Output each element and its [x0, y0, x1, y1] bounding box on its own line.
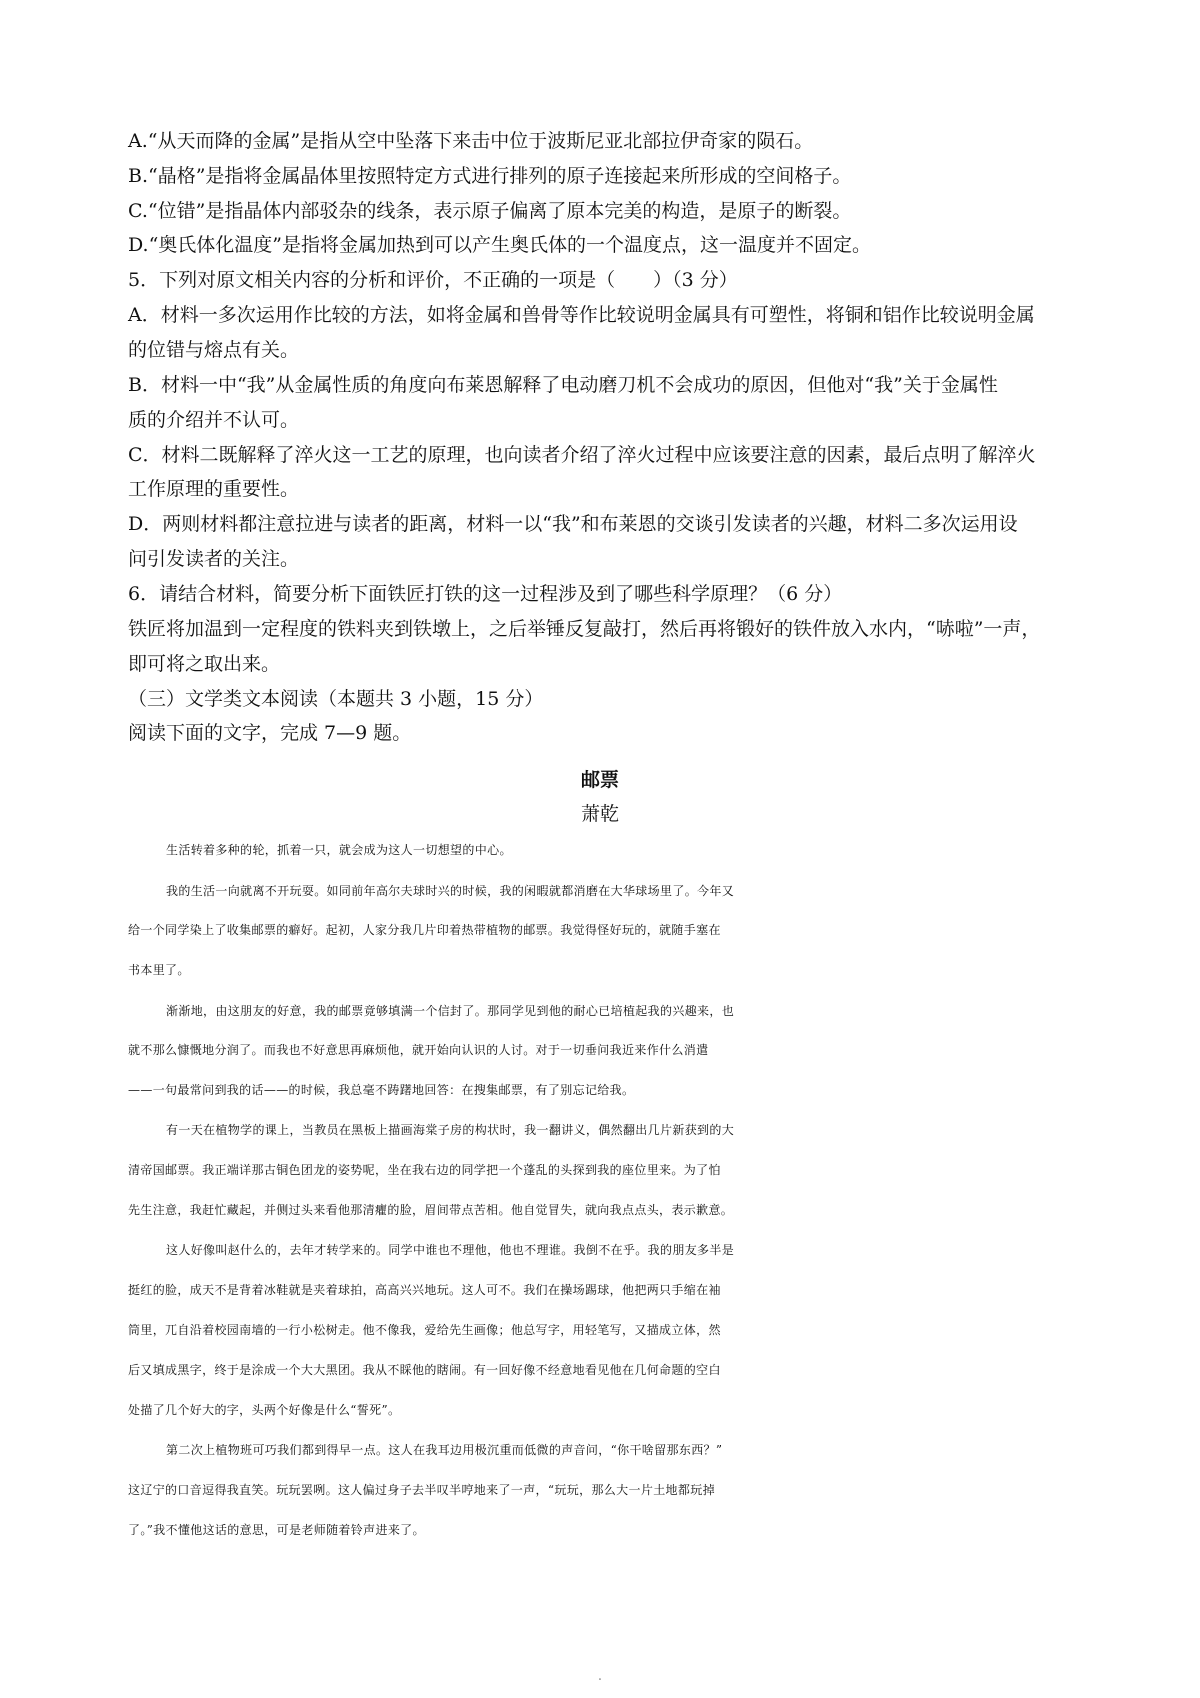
q4-option-d: D.“奥氏体化温度”是指将金属加热到可以产生奥氏体的一个温度点，这一温度并不固定。	[128, 234, 872, 256]
q6-stem: 6．请结合材料，简要分析下面铁匠打铁的这一过程涉及到了哪些科学原理？（6 分）	[128, 583, 843, 605]
footer-mark: ·	[597, 1672, 603, 1688]
story-line: 处描了几个好大的字，头两个好像是什么“誓死”。	[128, 1403, 401, 1417]
q5-line: B．材料一中“我”从金属性质的角度向布莱恩解释了电动磨刀机不会成功的原因，但他对“我”关于金属性	[128, 374, 998, 396]
story-line: 第二次上植物班可巧我们都到得早一点。这人在我耳边用极沉重而低微的声音问，“你干啥留那东西？”	[166, 1443, 723, 1457]
q5-line: A．材料一多次运用作比较的方法，如将金属和兽骨等作比较说明金属具有可塑性，将铜和铝作比较说明金属	[128, 304, 1035, 326]
story-line: ——一句最常问到我的话——的时候，我总毫不踌躇地回答：在搜集邮票，有了别忘记给我。	[128, 1083, 635, 1097]
q5-stem: 5．下列对原文相关内容的分析和评价，不正确的一项是（ ）（3 分）	[128, 269, 738, 291]
q5-line: 问引发读者的关注。	[128, 548, 300, 570]
story-author: 萧乾	[580, 803, 619, 825]
section-instruction: 阅读下面的文字，完成 7—9 题。	[128, 722, 412, 744]
q5-line: D．两则材料都注意拉进与读者的距离，材料一以“我”和布莱恩的交谈引发读者的兴趣，材料二多次运用设	[128, 513, 1018, 535]
story-line: 就不那么慷慨地分润了。而我也不好意思再麻烦他，就开始向认识的人讨。对于一切垂问我近来作什么消遣	[128, 1043, 709, 1057]
story-line: 我的生活一向就离不开玩耍。如同前年高尔夫球时兴的时候，我的闲暇就都消磨在大华球场里了。今年又	[166, 884, 735, 898]
story-line: 书本里了。	[128, 963, 190, 977]
story-line: 有一天在植物学的课上，当教员在黑板上描画海棠子房的构状时，我一翻讲义，偶然翻出几片新获到的大	[166, 1123, 735, 1137]
story-line: 先生注意，我赶忙藏起，并侧过头来看他那清癯的脸，眉间带点苦相。他自觉冒失，就向我点点头，表示歉意。	[128, 1203, 734, 1217]
q5-line: 质的介绍并不认可。	[128, 409, 300, 431]
story-line: 了。”我不懂他这话的意思，可是老师随着铃声进来了。	[128, 1523, 425, 1537]
story-line: 挺红的脸，成天不是背着冰鞋就是夹着球拍，高高兴兴地玩。这人可不。我们在操场踢球，他把两只手缩在袖	[128, 1283, 721, 1297]
q6-line: 即可将之取出来。	[128, 653, 281, 675]
story-line: 这辽宁的口音逗得我直笑。玩玩罢咧。这人偏过身子去半叹半哼地来了一声，“玩玩，那么大一片土地都玩掉	[128, 1483, 715, 1497]
q5-line: C．材料二既解释了淬火这一工艺的原理，也向读者介绍了淬火过程中应该要注意的因素，最后点明了解淬火	[128, 444, 1036, 466]
q5-line: 的位错与熔点有关。	[128, 339, 300, 361]
story-line: 渐渐地，由这朋友的好意，我的邮票竟够填满一个信封了。那同学见到他的耐心已培植起我的兴趣来，也	[166, 1004, 735, 1018]
story-line: 筒里，兀自沿着校园南墙的一行小松树走。他不像我，爱给先生画像；他总写字，用轻笔写，又描成立体，然	[128, 1323, 721, 1337]
story-line: 清帝国邮票。我正端详那古铜色团龙的姿势呢，坐在我右边的同学把一个蓬乱的头探到我的座位里来。为了怕	[128, 1163, 721, 1177]
q5-line: 工作原理的重要性。	[128, 478, 300, 500]
story-line: 后又填成黑字，终于是涂成一个大大黑团。我从不睬他的瞎闹。有一回好像不经意地看见他在几何命题的空白	[128, 1363, 721, 1377]
section-heading: （三）文学类文本阅读（本题共 3 小题，15 分）	[128, 688, 544, 710]
q4-option-b: B.“晶格”是指将金属晶体里按照特定方式进行排列的原子连接起来所形成的空间格子。	[128, 165, 852, 187]
q4-option-c: C.“位错”是指晶体内部驳杂的线条，表示原子偏离了原本完美的构造，是原子的断裂。	[128, 200, 852, 222]
story-line: 给一个同学染上了收集邮票的癖好。起初，人家分我几片印着热带植物的邮票。我觉得怪好玩的，就随手塞在	[128, 923, 721, 937]
q4-option-a: A.“从天而降的金属”是指从空中坠落下来击中位于波斯尼亚北部拉伊奇家的陨石。	[128, 130, 814, 152]
story-line: 生活转着多种的轮，抓着一只，就会成为这人一切想望的中心。	[166, 843, 512, 857]
story-title: 邮票	[580, 769, 619, 791]
q6-line: 铁匠将加温到一定程度的铁料夹到铁墩上，之后举锤反复敲打，然后再将锻好的铁件放入水内，“哧啦”一声，	[128, 618, 1041, 640]
story-line: 这人好像叫赵什么的，去年才转学来的。同学中谁也不理他，他也不理谁。我倒不在乎。我的朋友多半是	[166, 1243, 735, 1257]
